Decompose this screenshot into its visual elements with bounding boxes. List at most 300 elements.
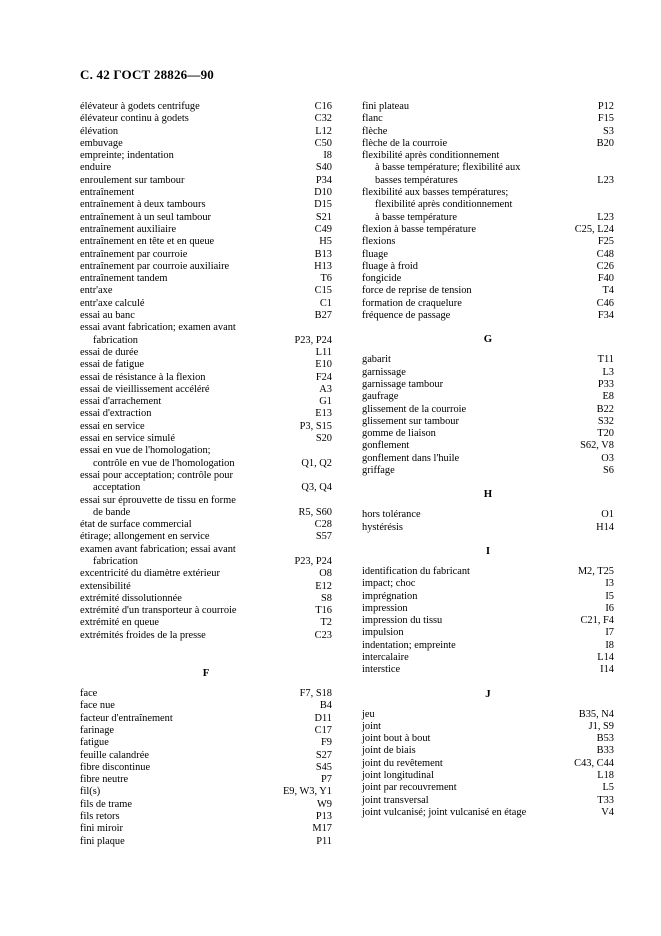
index-term-line: gomme de liaison: [362, 428, 436, 440]
index-term-line: impact; choc: [362, 578, 416, 590]
index-code: C48: [596, 248, 614, 260]
index-term: [80, 470, 332, 495]
index-code: P12: [597, 101, 614, 112]
index-term: [362, 807, 614, 819]
index-code: R5, S60: [298, 506, 332, 518]
index-code: H5: [319, 236, 332, 248]
index-term: [362, 101, 614, 113]
index-term: [80, 261, 332, 273]
index-code: S40: [315, 162, 332, 174]
index-code: S62, V8: [580, 440, 614, 452]
index-term-line: élévateur continu à godets: [80, 113, 189, 125]
index-term-line: joint de biais: [362, 745, 416, 757]
index-term-line: joint transversal: [362, 794, 429, 806]
index-term-line: impression du tissu: [362, 615, 443, 627]
index-code: C16: [314, 101, 332, 112]
index-code: C46: [596, 297, 614, 309]
section-letter-heading: H: [483, 488, 493, 501]
index-code: B20: [596, 137, 614, 149]
index-term: [362, 721, 614, 733]
index-term: [80, 750, 332, 762]
index-entry: [80, 605, 332, 617]
index-term: [80, 384, 332, 396]
index-term: [80, 737, 332, 749]
index-term: [80, 298, 332, 310]
index-code: O1: [601, 509, 614, 521]
index-term: [362, 615, 614, 627]
index-term: [80, 630, 332, 642]
index-term-line: fibre neutre: [80, 774, 129, 786]
index-entry: [362, 298, 614, 310]
index-term-line: flanc: [362, 113, 383, 125]
index-code: L18: [597, 770, 614, 782]
index-term: [80, 359, 332, 371]
index-term: [362, 298, 614, 310]
index-term-line: étirage; allongement en service: [80, 531, 210, 543]
index-term-line: joint: [362, 720, 382, 732]
index-entry: [362, 509, 614, 521]
index-term-line: flexibilité après conditionnement: [362, 150, 500, 162]
index-term: [80, 285, 332, 297]
index-term-line: fréquence de passage: [362, 310, 451, 322]
index-entry: [80, 725, 332, 737]
index-term: [362, 428, 614, 440]
index-term: [80, 713, 332, 725]
index-code: S32: [597, 415, 614, 427]
index-term: [362, 416, 614, 428]
index-entry: [80, 285, 332, 297]
index-code: O8: [319, 568, 332, 580]
index-term: [80, 774, 332, 786]
index-code: P34: [315, 174, 332, 186]
index-term: [362, 522, 614, 534]
index-entry: [362, 745, 614, 757]
index-code: M2, T25: [577, 565, 614, 577]
index-term: [362, 640, 614, 652]
index-term: [80, 836, 332, 848]
index-term: [80, 347, 332, 359]
index-code: E12: [315, 580, 332, 592]
index-code: T11: [597, 354, 614, 366]
index-entry: [80, 544, 332, 569]
index-entry: [80, 617, 332, 629]
index-term-line: joint du revêtement: [362, 757, 443, 769]
index-code: I14: [600, 664, 614, 676]
index-entry: [80, 811, 332, 823]
index-entry: [80, 249, 332, 261]
index-entry: [80, 421, 332, 433]
index-code: C23: [314, 629, 332, 641]
index-code: P7: [321, 774, 332, 786]
index-entry: [80, 823, 332, 835]
index-term-line: entraînement: [80, 187, 135, 199]
index-term-line: gonflement dans l'huile: [362, 452, 460, 464]
index-term-line: fibre discontinue: [80, 761, 151, 773]
index-entry: [362, 640, 614, 652]
index-term: [362, 603, 614, 615]
index-term-line: essai au banc: [80, 310, 135, 322]
index-entry: [362, 428, 614, 440]
index-term: [362, 453, 614, 465]
index-term-line: fils de trame: [80, 798, 132, 810]
index-entry: [362, 709, 614, 721]
index-entry: [80, 445, 332, 470]
index-term-line: essai de vieillissement accéléré: [80, 383, 210, 395]
index-code: L3: [602, 366, 614, 378]
index-entry: [80, 836, 332, 848]
index-term: [362, 770, 614, 782]
index-code: F15: [597, 113, 614, 125]
index-term: [362, 391, 614, 403]
index-entry: [362, 138, 614, 150]
index-term: [362, 261, 614, 273]
index-term-line: glissement sur tambour: [362, 415, 459, 427]
index-code: C25, L24: [574, 223, 614, 235]
index-entry: [80, 581, 332, 593]
index-entry: [80, 162, 332, 174]
index-entry: [362, 627, 614, 639]
index-term-line: fini miroir: [80, 823, 123, 835]
index-entry: [362, 758, 614, 770]
index-term-line: élévateur à godets centrifuge: [80, 101, 200, 112]
index-code: T16: [315, 605, 332, 617]
index-term-line: fluage: [362, 248, 388, 260]
index-entry: [362, 273, 614, 285]
index-term-line: embuvage: [80, 137, 123, 149]
index-term-line: fini plateau: [362, 101, 410, 112]
index-entry: [80, 495, 332, 520]
index-term: [80, 568, 332, 580]
index-entry: [362, 126, 614, 138]
index-code: S57: [315, 531, 332, 543]
index-term-line: impulsion: [362, 627, 404, 639]
index-term-line: facteur d'entraînement: [80, 712, 173, 724]
index-entry: [362, 721, 614, 733]
index-entry: [80, 750, 332, 762]
index-code: C43, C44: [574, 757, 614, 769]
index-term-line: entraînement tandem: [80, 273, 168, 285]
index-term-line: jeu: [362, 708, 375, 720]
index-term-line: essai d'arrachement: [80, 396, 162, 408]
index-term-continuation: de bande: [93, 506, 131, 518]
index-entry: [80, 774, 332, 786]
index-code: S6: [603, 465, 614, 477]
index-term: [80, 162, 332, 174]
index-term: [362, 782, 614, 794]
index-term-line: entraînement à un seul tambour: [80, 211, 211, 223]
index-term-line: essai pour acceptation; contrôle pour: [80, 469, 233, 481]
index-term-line: essai de résistance à la flexion: [80, 371, 206, 383]
index-code: A3: [319, 383, 332, 395]
index-term: [80, 187, 332, 199]
index-code: S8: [321, 592, 332, 604]
index-term: [80, 175, 332, 187]
index-term: [362, 733, 614, 745]
index-code: E10: [315, 359, 332, 371]
index-term: [80, 150, 332, 162]
index-term-line: fongicide: [362, 273, 402, 285]
index-term-line: extrémité dissolutionnée: [80, 592, 182, 604]
index-code: L11: [315, 346, 332, 358]
index-code: B33: [596, 745, 614, 757]
index-entry: [362, 379, 614, 391]
index-term: [362, 187, 614, 224]
index-code: H14: [596, 521, 614, 533]
index-term: [80, 823, 332, 835]
index-code: I3: [605, 578, 614, 590]
index-code: F9: [321, 737, 332, 749]
index-term: [362, 745, 614, 757]
index-term-line: entraînement à deux tambours: [80, 199, 206, 211]
index-term-line: extrémité en queue: [80, 617, 160, 629]
index-column-left: [80, 101, 332, 848]
index-entry: [362, 236, 614, 248]
index-entry: [362, 652, 614, 664]
index-term-line: entr'axe calculé: [80, 297, 145, 309]
index-entry: [80, 199, 332, 211]
index-term-line: identification du fabricant: [362, 565, 470, 577]
index-entry: [80, 236, 332, 248]
index-term-line: joint longitudinal: [362, 770, 434, 782]
index-entry: [80, 298, 332, 310]
index-term-line: entraînement par courroie auxiliaire: [80, 260, 230, 272]
index-term: [80, 236, 332, 248]
index-term: [362, 709, 614, 721]
index-term-line: feuille calandrée: [80, 749, 149, 761]
index-term-line: essai de fatigue: [80, 359, 145, 371]
index-code: C17: [314, 724, 332, 736]
index-code: I8: [605, 639, 614, 651]
index-entry: [362, 733, 614, 745]
index-entry: [80, 101, 332, 113]
index-code: F7, S18: [299, 688, 332, 700]
index-code: E13: [315, 408, 332, 420]
index-term: [80, 519, 332, 531]
index-code: C26: [596, 260, 614, 272]
index-code: C21, F4: [580, 615, 614, 627]
index-entry: [80, 212, 332, 224]
index-term-continuation: contrôle en vue de l'homologation: [93, 457, 235, 469]
index-term-line: garnissage tambour: [362, 378, 444, 390]
index-code: S45: [315, 761, 332, 773]
index-term-line: fil(s): [80, 786, 101, 798]
index-entry: [80, 175, 332, 187]
index-entry: [362, 615, 614, 627]
index-entry: [362, 285, 614, 297]
index-term: [80, 396, 332, 408]
index-entry: [80, 187, 332, 199]
index-entry: [362, 795, 614, 807]
index-term: [80, 138, 332, 150]
index-term: [80, 605, 332, 617]
index-term: [362, 664, 614, 676]
index-term: [80, 224, 332, 236]
index-term-line: imprégnation: [362, 590, 418, 602]
index-entry: [80, 372, 332, 384]
index-term-line: gabarit: [362, 354, 391, 366]
index-entry: [80, 737, 332, 749]
index-term: [362, 578, 614, 590]
index-term: [362, 310, 614, 322]
index-entry: [80, 347, 332, 359]
index-term: [80, 433, 332, 445]
index-entry: [80, 150, 332, 162]
index-column-right: [362, 101, 614, 819]
index-entry: [80, 322, 332, 347]
index-entry: [362, 150, 614, 187]
index-code: B35, N4: [578, 708, 614, 720]
index-term-line: enroulement sur tambour: [80, 174, 185, 186]
index-code: T4: [602, 285, 614, 297]
index-term-line: essai en service: [80, 420, 145, 432]
index-term-line: extrémités froides de la presse: [80, 629, 206, 641]
index-entry: [362, 354, 614, 366]
index-code: E9, W3, Y1: [282, 786, 332, 798]
index-entry: [80, 126, 332, 138]
index-term: [362, 285, 614, 297]
index-term: [362, 113, 614, 125]
index-term: [80, 799, 332, 811]
index-code: I7: [605, 627, 614, 639]
section-letter-heading: G: [483, 333, 493, 346]
index-code: P33: [597, 378, 614, 390]
index-term: [80, 762, 332, 774]
index-term: [80, 445, 332, 470]
index-code: T33: [597, 794, 614, 806]
index-term-line: force de reprise de tension: [362, 285, 472, 297]
index-term-line: gonflement: [362, 440, 410, 452]
index-term: [80, 126, 332, 138]
index-term: [80, 531, 332, 543]
index-code: L5: [602, 782, 614, 794]
index-code: B53: [596, 733, 614, 745]
section-letter-heading: I: [485, 544, 491, 557]
index-entry: [80, 568, 332, 580]
index-code: J1, S9: [588, 720, 614, 732]
index-code: C28: [314, 519, 332, 531]
index-term-line: griffage: [362, 465, 395, 477]
index-term-line: extrémité d'un transporteur à courroie: [80, 605, 237, 617]
index-term-continuation: acceptation: [93, 482, 141, 494]
index-entry: [362, 807, 614, 819]
index-code: C50: [314, 137, 332, 149]
index-code: I5: [605, 590, 614, 602]
index-term-line: essai sur éprouvette de tissu en forme: [80, 494, 236, 506]
index-term: [80, 310, 332, 322]
index-term: [80, 593, 332, 605]
index-code: F34: [597, 310, 614, 322]
index-entry: [362, 404, 614, 416]
index-term-line: fils retors: [80, 811, 120, 823]
index-code: B4: [319, 700, 332, 712]
index-code: T2: [320, 617, 332, 629]
index-term-line: essai avant fabrication; examen avant: [80, 322, 236, 334]
index-term-line: intercalaire: [362, 651, 409, 663]
index-term-line: interstice: [362, 664, 401, 676]
index-term: [362, 627, 614, 639]
index-code: B27: [314, 310, 332, 322]
index-term: [80, 249, 332, 261]
index-term-line: hors tolérance: [362, 509, 421, 521]
index-entry: [80, 519, 332, 531]
index-term-line: essai d'extraction: [80, 408, 152, 420]
index-term: [362, 126, 614, 138]
index-entry: [80, 384, 332, 396]
index-code: S20: [315, 433, 332, 445]
index-term-line: garnissage: [362, 366, 406, 378]
index-entry: [362, 367, 614, 379]
index-code: L14: [597, 651, 614, 663]
index-term-line: face: [80, 688, 98, 700]
index-code: C1: [319, 297, 332, 309]
index-term: [362, 465, 614, 477]
index-term-line: joint vulcanisé; joint vulcanisé en étage: [362, 806, 527, 818]
index-code: P13: [315, 811, 332, 823]
index-code: I8: [323, 150, 332, 162]
index-term: [80, 495, 332, 520]
index-term: [80, 421, 332, 433]
index-term: [80, 273, 332, 285]
index-term-continuation: flexibilité après conditionnement: [375, 199, 513, 211]
index-entry: [362, 453, 614, 465]
index-term-line: face nue: [80, 700, 115, 712]
index-term-line: essai en service simulé: [80, 433, 175, 445]
index-term-line: entraînement auxiliaire: [80, 223, 177, 235]
index-code: M17: [312, 823, 332, 835]
index-term: [80, 617, 332, 629]
index-term-line: joint par recouvrement: [362, 782, 457, 794]
index-entry: [362, 187, 614, 224]
index-term-line: essai de durée: [80, 346, 139, 358]
index-entry: [80, 273, 332, 285]
index-term: [362, 795, 614, 807]
index-entry: [362, 578, 614, 590]
index-term: [362, 249, 614, 261]
section-spacer: [80, 642, 332, 656]
index-code: E8: [602, 391, 614, 403]
index-term: [80, 199, 332, 211]
index-code: W9: [316, 798, 332, 810]
index-entry: [80, 113, 332, 125]
index-entry: [362, 664, 614, 676]
index-term-line: examen avant fabrication; essai avant: [80, 543, 236, 555]
index-code: D11: [314, 712, 332, 724]
index-code: C15: [314, 285, 332, 297]
index-entry: [80, 786, 332, 798]
index-entry: [362, 522, 614, 534]
index-term: [362, 566, 614, 578]
index-entry: [80, 138, 332, 150]
index-code: B22: [596, 403, 614, 415]
index-term-line: flèche: [362, 125, 388, 137]
index-term: [362, 591, 614, 603]
index-code: O3: [601, 452, 614, 464]
index-term-line: formation de craquelure: [362, 297, 462, 309]
index-code: F25: [597, 236, 614, 248]
index-term-line: joint bout à bout: [362, 733, 431, 745]
index-code: S3: [603, 125, 614, 137]
index-term-continuation: à basse température; flexibilité aux: [375, 162, 521, 174]
index-code: L12: [315, 125, 332, 137]
index-term: [80, 811, 332, 823]
index-code: T6: [320, 273, 332, 285]
index-term-line: hystérésis: [362, 521, 403, 533]
index-term: [80, 212, 332, 224]
index-term: [362, 273, 614, 285]
index-term-line: indentation; empreinte: [362, 639, 456, 651]
index-term-line: fluage à froid: [362, 260, 418, 272]
section-letter-heading: F: [202, 667, 210, 680]
